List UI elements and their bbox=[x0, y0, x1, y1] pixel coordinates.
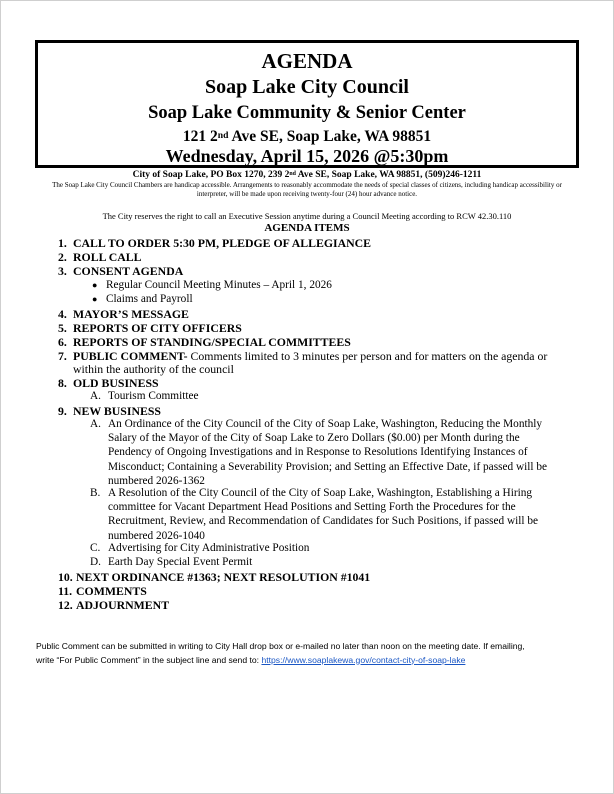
meeting-venue: Soap Lake Community & Senior Center bbox=[148, 103, 466, 123]
agenda-header-box bbox=[35, 40, 579, 168]
executive-session-notice: The City reserves the right to call an Executive Session anytime during a Council Meeting according to RCW 42.30.110 bbox=[102, 211, 512, 221]
agenda-item-2: 2. ROLL CALL bbox=[58, 250, 142, 264]
new-business-a: A. An Ordinance of the City Council of the City of Soap Lake, Washington, Reducing the Monthly bbox=[90, 418, 543, 430]
consent-bullet-1: ● Regular Council Meeting Minutes – April 1, 2026 bbox=[92, 279, 332, 291]
agenda-item-10: 10. NEXT ORDINANCE #1363; NEXT RESOLUTION #1041 bbox=[58, 570, 371, 584]
contact-city-link[interactable]: https://www.soaplakewa.gov/contact-city-of-soap-lake bbox=[261, 654, 466, 665]
public-comment-continuation: within the authority of the council bbox=[73, 362, 234, 376]
agenda-item-5: 5. REPORTS OF CITY OFFICERS bbox=[58, 321, 242, 335]
city-contact-line: City of Soap Lake, PO Box 1270, 239 2nd Ave SE, Soap Lake, WA 98851, (509)246-1211 bbox=[132, 170, 482, 180]
consent-bullet-2: ● Claims and Payroll bbox=[92, 293, 193, 305]
meeting-date: Wednesday, April 15, 2026 @5:30pm bbox=[165, 146, 449, 166]
agenda-item-4: 4. MAYOR’S MESSAGE bbox=[58, 307, 189, 321]
new-business-c: C. Advertising for City Administrative Position bbox=[90, 542, 310, 554]
footer-line-2: write “For Public Comment” in the subject line and send to: https://www.soaplakewa.gov/contact-city-of-soap-lake bbox=[36, 654, 466, 665]
agenda-item-6: 6. REPORTS OF STANDING/SPECIAL COMMITTEES bbox=[58, 335, 351, 349]
agenda-item-11: 11. COMMENTS bbox=[58, 584, 147, 598]
accessibility-notice: The Soap Lake City Council Chambers are handicap accessible. Arrangements to reasonably accommodate the needs of special classes of citizens, including handicap accessibility or interpreter, will be made upon receiving twenty-four (24) hour advance notice. bbox=[52, 181, 562, 198]
new-business-a-continuation: Salary of the Mayor of the City of Soap Lake to Zero Dollars ($0.00) per Month during the Pendency of Ongoing Investigations and in Response to Resolutions Identifying Instances of Misconduct; Containing a Severability Provision; and Setting an Effective Date, if passed will be numbered 2026-1362 bbox=[108, 432, 548, 488]
agenda-item-1: 1. CALL TO ORDER 5:30 PM, PLEDGE OF ALLEGIANCE bbox=[58, 236, 372, 250]
venue-address: 121 2nd Ave SE, Soap Lake, WA 98851 bbox=[182, 128, 432, 145]
new-business-d: D. Earth Day Special Event Permit bbox=[90, 556, 253, 568]
old-business-a: A. Tourism Committee bbox=[90, 390, 199, 402]
agenda-item-8: 8. OLD BUSINESS bbox=[58, 376, 159, 390]
agenda-item-9: 9. NEW BUSINESS bbox=[58, 404, 161, 418]
new-business-b: B. A Resolution of the City Council of the City of Soap Lake, Washington, Establishing a Hiring bbox=[90, 487, 533, 499]
council-name: Soap Lake City Council bbox=[205, 76, 409, 98]
new-business-b-continuation: committee for Vacant Department Head Positions and Setting Forth the Procedures for the Recruitment, Review, and Recommendation of Candidates for Such Positions, if passed will be numbered 2026-1040 bbox=[108, 501, 539, 542]
agenda-items-heading: AGENDA ITEMS bbox=[264, 222, 350, 234]
footer-line-1: Public Comment can be submitted in writing to City Hall drop box or e-mailed no later than noon on the meeting date. If emailing, bbox=[36, 641, 525, 651]
agenda-item-7: 7. PUBLIC COMMENT- Comments limited to 3 minutes per person and for matters on the agenda or bbox=[58, 349, 548, 363]
public-comment-footer bbox=[36, 640, 596, 667]
agenda-item-12: 12. ADJOURNMENT bbox=[58, 598, 170, 612]
agenda-item-3: 3. CONSENT AGENDA bbox=[58, 264, 184, 278]
agenda-title: AGENDA bbox=[261, 49, 353, 73]
